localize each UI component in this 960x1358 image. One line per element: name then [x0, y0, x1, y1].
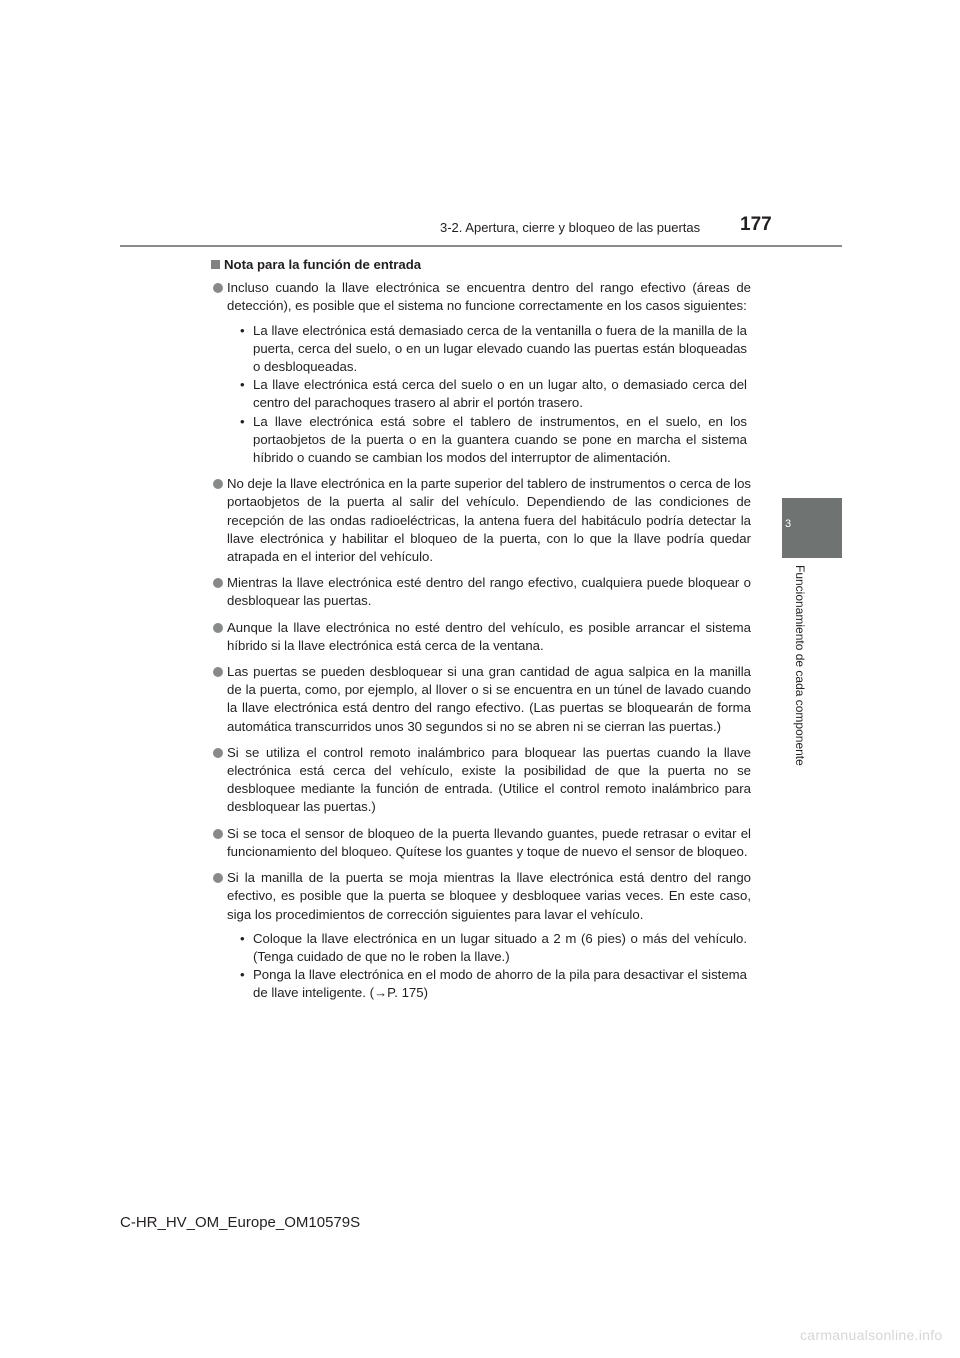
- sub-item: [227, 413, 747, 468]
- circle-bullet-icon: [213, 667, 223, 677]
- page-number: 177: [740, 214, 772, 235]
- sub-item-text: Ponga la llave electrónica en el modo de ahorro de la pila para desactivar el sistema de llave inteligente. (→P. 175): [253, 967, 747, 1001]
- main-content: [211, 256, 751, 1011]
- running-header-section: 3-2. Apertura, cierre y bloqueo de las puertas: [440, 220, 701, 235]
- sub-item: [227, 376, 747, 412]
- sub-item-text: La llave electrónica está sobre el tablero de instrumentos, en el suelo, en los portaobjetos de la puerta o en la guantera cuando se pone en marcha el sistema híbrido o cuando se cambian los modos del interruptor de alimentación.: [253, 413, 747, 466]
- bullet-text: Las puertas se pueden desbloquear si una gran cantidad de agua salpica en la manilla de la puerta, como, por ejemplo, al llover o si se encuentra en un túnel de lavado cuando la llave electrónica está dentro del rango efectivo. (Las puertas se bloquearán de forma automática transcurridos unos 30 segundos si no se abren ni se cierran las puertas.): [227, 664, 751, 734]
- dot-bullet-icon: •: [240, 967, 245, 983]
- section-heading-text: Nota para la función de entrada: [224, 257, 422, 272]
- bullet-item-3: [211, 574, 751, 610]
- circle-bullet-icon: [213, 623, 223, 633]
- bullet-text: Incluso cuando la llave electrónica se encuentra dentro del rango efectivo (áreas de detección), es posible que el sistema no funcione correctamente en los casos siguientes:: [227, 280, 751, 314]
- chapter-side-label: Funcionamiento de cada componente: [793, 565, 807, 766]
- chapter-tab-number: 3: [785, 518, 792, 530]
- bullet-item-4: [211, 619, 751, 655]
- bullet-text: Si se utiliza el control remoto inalámbrico para bloquear las puertas cuando la llave electrónica está cerca del vehículo, existe la posibilidad de que la puerta no se desbloquee mediante la función de entrada. (Utilice el control remoto inalámbrico para desbloquear las puertas.): [227, 744, 751, 815]
- sub-list: [227, 322, 751, 468]
- bullet-item-5: [211, 663, 751, 736]
- bullet-text: Aunque la llave electrónica no esté dentro del vehículo, es posible arrancar el sistema híbrido si la llave electrónica está cerca de la ventana.: [227, 619, 751, 653]
- sub-item: [227, 322, 747, 377]
- circle-bullet-icon: [213, 829, 223, 839]
- bullet-text: No deje la llave electrónica en la parte superior del tablero de instrumentos o cerca de los portaobjetos de la puerta al salir del vehículo. Dependiendo de las condiciones de recepción de las ondas radioeléctricas, la antena fuera del habitáculo podría detectar la llave electrónica y habilitar el bloqueo de la puerta, con lo que la llave podría quedar atrapada en el interior del vehículo.: [227, 476, 751, 565]
- circle-bullet-icon: [213, 283, 223, 293]
- sub-item-text: La llave electrónica está cerca del suelo o en un lugar alto, o demasiado cerca del centro del parachoques trasero al abrir el portón trasero.: [253, 377, 747, 411]
- dot-bullet-icon: •: [240, 322, 245, 338]
- dot-bullet-icon: •: [240, 930, 245, 946]
- bullet-item-8: [211, 869, 751, 1002]
- bullet-text: Mientras la llave electrónica esté dentro del rango efectivo, cualquiera puede bloquear o desbloquear las puertas.: [227, 575, 751, 609]
- header-divider: [120, 245, 842, 247]
- circle-bullet-icon: [213, 873, 223, 883]
- dot-bullet-icon: •: [240, 377, 245, 393]
- bullet-item-2: [211, 475, 751, 566]
- sub-list: [227, 930, 751, 1003]
- sub-item: [227, 966, 747, 1002]
- square-bullet-icon: [211, 260, 220, 269]
- bullet-item-7: [211, 825, 751, 861]
- section-heading: [211, 256, 751, 274]
- document-id-footer: C-HR_HV_OM_Europe_OM10579S: [120, 1214, 361, 1231]
- bullet-item-6: [211, 744, 751, 817]
- bullet-text: Si se toca el sensor de bloqueo de la puerta llevando guantes, puede retrasar o evitar el funcionamiento del bloqueo. Quítese los guantes y toque de nuevo el sensor de bloqueo.: [227, 825, 751, 859]
- circle-bullet-icon: [213, 578, 223, 588]
- dot-bullet-icon: •: [240, 413, 245, 429]
- watermark: carmanualsonline.info: [800, 1327, 943, 1343]
- bullet-item-1: [211, 279, 751, 467]
- sub-item-text: Coloque la llave electrónica en un lugar situado a 2 m (6 pies) o más del vehículo. (Tenga cuidado de que no le roben la llave.): [253, 930, 747, 964]
- circle-bullet-icon: [213, 748, 223, 758]
- circle-bullet-icon: [213, 479, 223, 489]
- bullet-text: Si la manilla de la puerta se moja mientras la llave electrónica está dentro del rango efectivo, es posible que la puerta se bloquee y desbloquee varias veces. En este caso, siga los procedimientos de corrección siguientes para lavar el vehículo.: [227, 870, 751, 922]
- sub-item-text: La llave electrónica está demasiado cerca de la ventanilla o fuera de la manilla de la puerta, cerca del suelo, o en un lugar elevado cuando las puertas están bloqueadas o desbloqueadas.: [253, 322, 747, 375]
- sub-item: [227, 930, 747, 966]
